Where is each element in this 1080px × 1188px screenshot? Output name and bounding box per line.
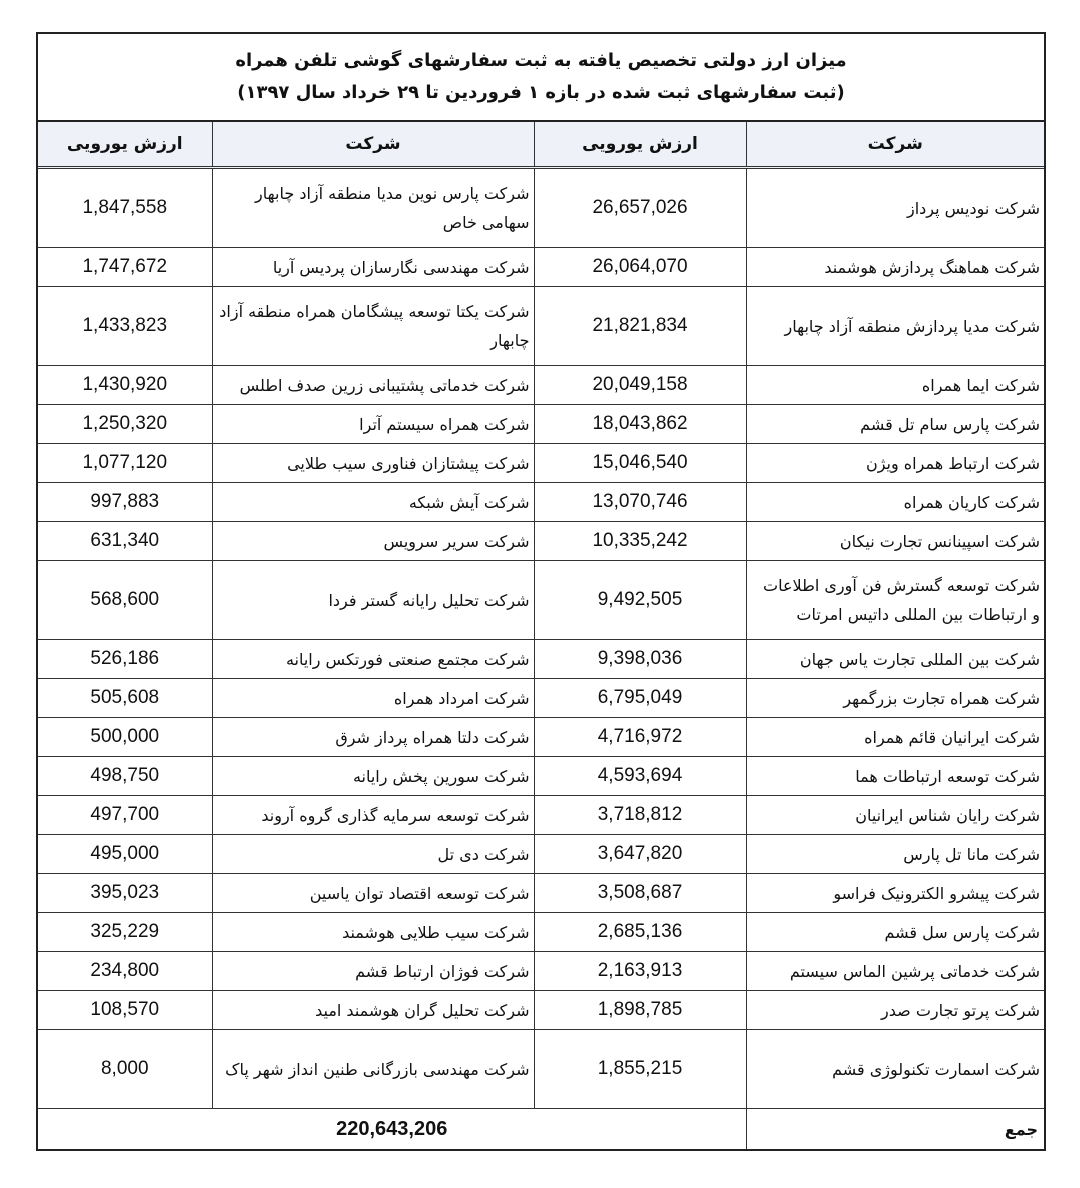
euro-value-cell: 500,000	[38, 718, 212, 757]
euro-value-cell: 2,163,913	[534, 952, 746, 991]
company-name-cell: شرکت ارتباط همراه ویژن	[746, 444, 1044, 483]
euro-value-cell: 631,340	[38, 522, 212, 561]
euro-value-cell: 9,398,036	[534, 640, 746, 679]
company-name-cell: شرکت مهندسی نگارسازان پردیس آریا	[212, 248, 534, 287]
company-name-cell: شرکت دی تل	[212, 835, 534, 874]
company-name-cell: شرکت توسعه گسترش فن آوری اطلاعات و ارتباطات بین المللی داتیس امرتات	[746, 561, 1044, 640]
company-name-cell: شرکت امرداد همراه	[212, 679, 534, 718]
company-name-cell: شرکت توسعه اقتصاد توان یاسین	[212, 874, 534, 913]
company-name-cell: شرکت پارس سام تل قشم	[746, 405, 1044, 444]
euro-value-cell: 497,700	[38, 796, 212, 835]
company-name-cell: شرکت خدماتی پرشین الماس سیستم	[746, 952, 1044, 991]
table-row	[38, 405, 1044, 444]
company-name-cell: شرکت مانا تل پارس	[746, 835, 1044, 874]
company-name-cell: شرکت توسعه ارتباطات هما	[746, 757, 1044, 796]
euro-value-cell: 6,795,049	[534, 679, 746, 718]
euro-value-cell: 26,657,026	[534, 168, 746, 248]
table-row	[38, 640, 1044, 679]
company-name-cell: شرکت مهندسی بازرگانی طنین انداز شهر پاک	[212, 1030, 534, 1109]
euro-value-cell: 10,335,242	[534, 522, 746, 561]
company-name-cell: شرکت اسمارت تکنولوژی قشم	[746, 1030, 1044, 1109]
table-row	[38, 483, 1044, 522]
euro-value-cell: 4,716,972	[534, 718, 746, 757]
company-name-cell: شرکت پیشرو الکترونیک فراسو	[746, 874, 1044, 913]
table-title-block	[38, 34, 1044, 122]
table-row	[38, 248, 1044, 287]
table-title: میزان ارز دولتی تخصیص یافته به ثبت سفارشهای گوشی تلفن همراه	[235, 50, 847, 71]
company-name-cell: شرکت همراه تجارت بزرگمهر	[746, 679, 1044, 718]
company-name-cell: شرکت اسپینانس تجارت نیکان	[746, 522, 1044, 561]
euro-value-cell: 997,883	[38, 483, 212, 522]
euro-value-cell: 1,250,320	[38, 405, 212, 444]
euro-value-cell: 4,593,694	[534, 757, 746, 796]
table-row	[38, 522, 1044, 561]
company-name-cell: شرکت یکتا توسعه پیشگامان همراه منطقه آزاد چابهار	[212, 287, 534, 366]
total-row	[38, 1109, 1044, 1150]
table-row	[38, 444, 1044, 483]
euro-value-header-2: ارزش یورویی	[38, 122, 212, 168]
table-row	[38, 757, 1044, 796]
euro-value-cell: 325,229	[38, 913, 212, 952]
euro-value-cell: 1,855,215	[534, 1030, 746, 1109]
table-row	[38, 796, 1044, 835]
euro-value-cell: 108,570	[38, 991, 212, 1030]
euro-value-cell: 1,847,558	[38, 168, 212, 248]
company-name-cell: شرکت خدماتی پشتیبانی زرین صدف اطلس	[212, 366, 534, 405]
company-name-cell: شرکت سریر سرویس	[212, 522, 534, 561]
euro-value-cell: 234,800	[38, 952, 212, 991]
euro-value-cell: 1,077,120	[38, 444, 212, 483]
company-name-cell: شرکت مدیا پردازش منطقه آزاد چابهار	[746, 287, 1044, 366]
euro-value-cell: 3,647,820	[534, 835, 746, 874]
company-name-cell: شرکت دلتا همراه پرداز شرق	[212, 718, 534, 757]
euro-value-cell: 1,430,920	[38, 366, 212, 405]
euro-value-cell: 1,433,823	[38, 287, 212, 366]
company-name-cell: شرکت سورین پخش رایانه	[212, 757, 534, 796]
table-row	[38, 287, 1044, 366]
company-name-cell: شرکت تحلیل گران هوشمند امید	[212, 991, 534, 1030]
table-row	[38, 874, 1044, 913]
company-header-2: شرکت	[212, 122, 534, 168]
table-row	[38, 991, 1044, 1030]
euro-value-cell: 15,046,540	[534, 444, 746, 483]
euro-value-cell: 8,000	[38, 1030, 212, 1109]
euro-value-header-1: ارزش یورویی	[534, 122, 746, 168]
company-header-1: شرکت	[746, 122, 1044, 168]
table-subtitle: (ثبت سفارشهای ثبت شده در بازه ۱ فروردین تا ۲۹ خرداد سال ۱۳۹۷)	[237, 82, 845, 103]
table-row	[38, 835, 1044, 874]
euro-value-cell: 568,600	[38, 561, 212, 640]
table-row	[38, 952, 1044, 991]
euro-value-cell: 21,821,834	[534, 287, 746, 366]
company-name-cell: شرکت ایما همراه	[746, 366, 1044, 405]
euro-value-cell: 9,492,505	[534, 561, 746, 640]
table-row	[38, 913, 1044, 952]
euro-value-cell: 526,186	[38, 640, 212, 679]
company-name-cell: شرکت پیشتازان فناوری سیب طلایی	[212, 444, 534, 483]
company-name-cell: شرکت رایان شناس ایرانیان	[746, 796, 1044, 835]
company-name-cell: شرکت توسعه سرمایه گذاری گروه آروند	[212, 796, 534, 835]
euro-value-cell: 3,718,812	[534, 796, 746, 835]
euro-value-cell: 505,608	[38, 679, 212, 718]
euro-value-cell: 2,685,136	[534, 913, 746, 952]
company-name-cell: شرکت فوژان ارتباط قشم	[212, 952, 534, 991]
euro-value-cell: 3,508,687	[534, 874, 746, 913]
company-name-cell: شرکت آیش شبکه	[212, 483, 534, 522]
company-name-cell: شرکت مجتمع صنعتی فورتکس رایانه	[212, 640, 534, 679]
company-name-cell: شرکت سیب طلایی هوشمند	[212, 913, 534, 952]
company-name-cell: شرکت پارس نوین مدیا منطقه آزاد چابهار سهامی خاص	[212, 168, 534, 248]
euro-value-cell: 498,750	[38, 757, 212, 796]
table-row	[38, 168, 1044, 248]
euro-value-cell: 1,898,785	[534, 991, 746, 1030]
euro-value-cell: 495,000	[38, 835, 212, 874]
table-row	[38, 366, 1044, 405]
table-row	[38, 718, 1044, 757]
company-name-cell: شرکت ایرانیان قائم همراه	[746, 718, 1044, 757]
total-label: جمع	[746, 1109, 1044, 1150]
euro-value-cell: 26,064,070	[534, 248, 746, 287]
company-name-cell: شرکت پارس سل قشم	[746, 913, 1044, 952]
allocation-table-sheet	[36, 32, 1046, 1151]
company-name-cell: شرکت نودیس پرداز	[746, 168, 1044, 248]
company-name-cell: شرکت بین المللی تجارت یاس جهان	[746, 640, 1044, 679]
euro-value-cell: 20,049,158	[534, 366, 746, 405]
table-row	[38, 679, 1044, 718]
allocation-table	[38, 122, 1044, 1149]
total-value: 220,643,206	[38, 1109, 746, 1150]
table-row	[38, 1030, 1044, 1109]
euro-value-cell: 395,023	[38, 874, 212, 913]
company-name-cell: شرکت کاریان همراه	[746, 483, 1044, 522]
table-body	[38, 168, 1044, 1109]
company-name-cell: شرکت همراه سیستم آترا	[212, 405, 534, 444]
table-row	[38, 561, 1044, 640]
euro-value-cell: 1,747,672	[38, 248, 212, 287]
company-name-cell: شرکت هماهنگ پردازش هوشمند	[746, 248, 1044, 287]
company-name-cell: شرکت تحلیل رایانه گستر فردا	[212, 561, 534, 640]
company-name-cell: شرکت پرتو تجارت صدر	[746, 991, 1044, 1030]
euro-value-cell: 18,043,862	[534, 405, 746, 444]
euro-value-cell: 13,070,746	[534, 483, 746, 522]
header-row	[38, 122, 1044, 168]
